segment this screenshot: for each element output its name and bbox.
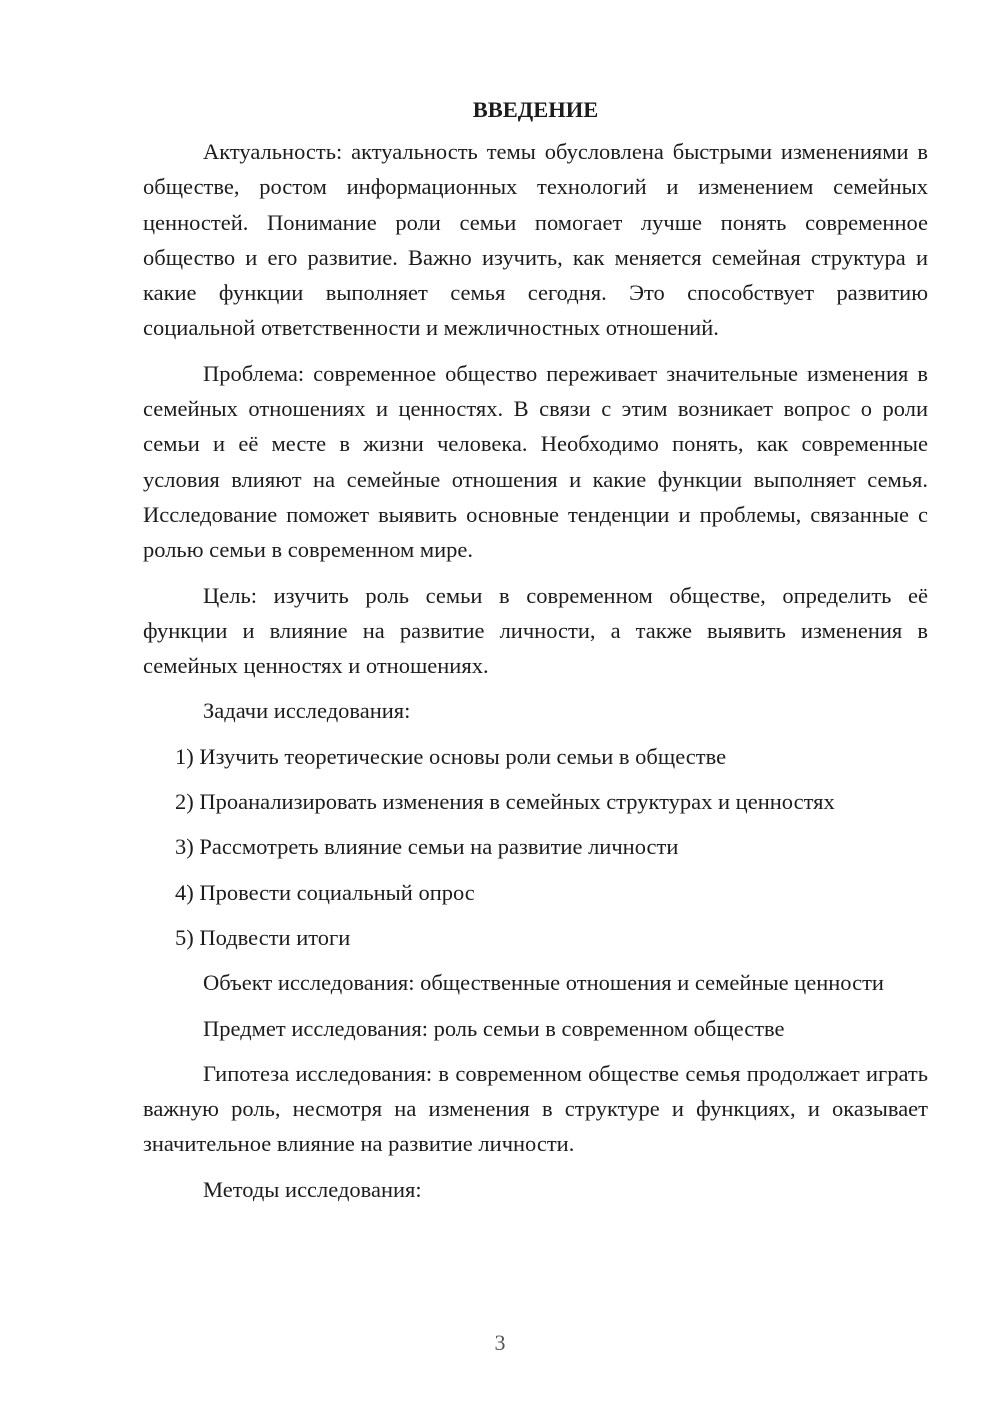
page-number: 3: [494, 1330, 506, 1355]
section-title: ВВЕДЕНИЕ: [472, 97, 599, 122]
object-paragraph: Объект исследования: общественные отношения и семейные ценности: [203, 970, 884, 996]
task-list: [143, 739, 928, 955]
goal-paragraph: Цель: изучить роль семьи в современном обществе, определить её функции и влияние на развитие личности, а также выявить изменения в семейных ценностях и отношениях.: [143, 582, 928, 679]
hypothesis-paragraph: Гипотеза исследования: в современном обществе семья продолжает играть важную роль, несмотря на изменения в структуре и функциях, и оказывает значительное влияние на развитие личности.: [143, 1060, 928, 1157]
task-item: 4) Провести социальный опрос: [175, 879, 475, 905]
tasks-heading: Задачи исследования:: [203, 698, 411, 724]
task-item: 2) Проанализировать изменения в семейных структурах и ценностях: [175, 789, 835, 815]
document-page: [143, 92, 928, 1217]
task-item: 3) Рассмотреть влияние семьи на развитие личности: [175, 834, 679, 860]
relevance-paragraph: Актуальность: актуальность темы обусловлена быстрыми изменениями в обществе, ростом информационных технологий и изменением семейных ценностей. Понимание роли семьи помогает лучше понять современное общество и его развитие. Важно изучить, как меняется семейная структура и какие функции выполняет семья сегодня. Это способствует развитию социальной ответственности и межличностных отношений.: [143, 139, 928, 341]
subject-paragraph: Предмет исследования: роль семьи в современном обществе: [203, 1015, 785, 1041]
task-item: 5) Подвести итоги: [175, 924, 351, 950]
task-item: 1) Изучить теоретические основы роли семьи в обществе: [175, 743, 727, 769]
methods-heading: Методы исследования:: [203, 1176, 422, 1202]
problem-paragraph: Проблема: современное общество переживает значительные изменения в семейных отношениях и ценностях. В связи с этим возникает вопрос о роли семьи и её месте в жизни человека. Необходимо понять, как современные условия влияют на семейные отношения и какие функции выполняет семья. Исследование поможет выявить основные тенденции и проблемы, связанные с ролью семьи в современном мире.: [143, 360, 928, 563]
